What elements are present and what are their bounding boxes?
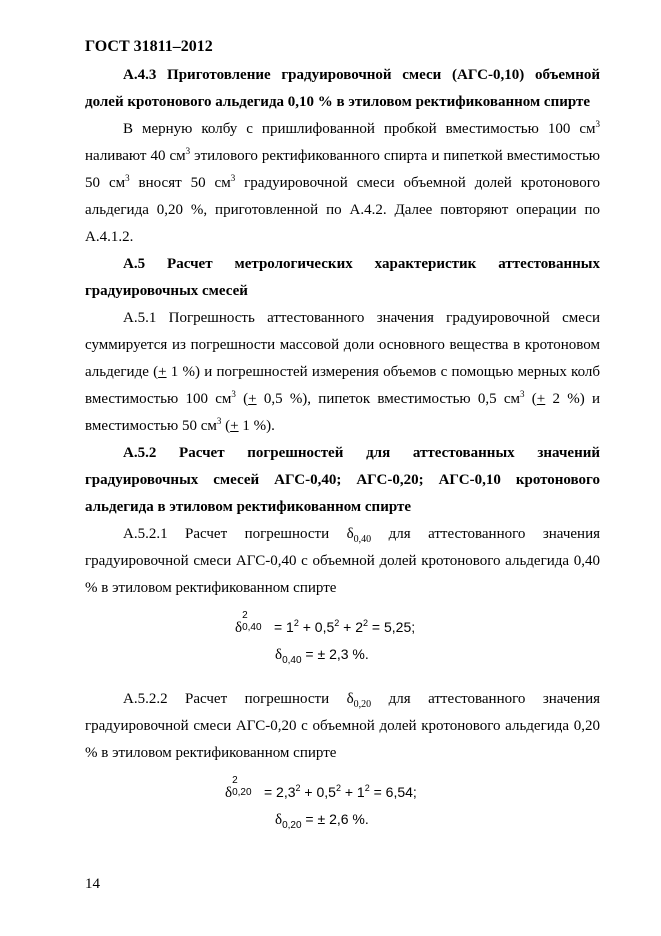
formula-a522-square: δ 2 0,20 = $2,3^2 + 0,5^2 + 1^2 = 6,54$; [225, 775, 417, 801]
page-number: 14 [85, 876, 100, 892]
page-content [85, 62, 600, 837]
section-a5-title: А.5 Расчет метрологических характеристик аттестованных градуировочных смесей [85, 256, 600, 299]
document-header: ГОСТ 31811–2012 [85, 38, 213, 55]
section-a51-text: А.5.1 Погрешность аттестованного значения градуировочной смеси суммируется из погрешности массовой доли основного вещества в кротоновом альдегиде (+ 1 %) и погрешностей измерения объемов с помощью мерных колб вместимостью 100 $см^3$ (+ 0,5 %), пипеток вместимостью 0,5 $см^3$ (+ 2 %) и вместимостью 50 $см^3$ (+ 1 %). [85, 310, 600, 434]
formula-a522-result: $\delta_{0,20}$ = ± 2,6 %. [275, 811, 369, 831]
section-a521-text: А.5.2.1 Расчет погрешности $\delta_{0,40}$ для аттестованного значения градуировочной смеси АГС-0,40 с объемной долей кротонового альдегида 0,40 % в этиловом ректификованном спирте [85, 526, 600, 596]
formula-a521-result: $\delta_{0,40}$ = ± 2,3 %. [275, 646, 369, 666]
formula-a521-square: δ 2 0,40 = $1^2 + 0,5^2 + 2^2 = 5,25$; [235, 610, 416, 636]
section-a43-text: В мерную колбу с пришлифованной пробкой вместимостью 100 $см^3$ наливают 40 $см^3$ этилового ректификованного спирта и пипеткой вместимостью 50 $см^3$ вносят 50 $см^3$ градуировочной смеси объемной долей кротонового альдегида 0,20 %, приготовленной по А.4.2. Далее повторяют операции по А.4.1.2. [85, 119, 601, 245]
section-a52-title: А.5.2 Расчет погрешностей для аттестованных значений градуировочных смесей АГС-0,40; АГС-0,20; АГС-0,10 кротонового альдегида в этиловом ректификованном спирте [85, 445, 600, 515]
section-a522-text: А.5.2.2 Расчет погрешности $\delta_{0,20}$ для аттестованного значения градуировочной смеси АГС-0,20 с объемной долей кротонового альдегида 0,20 % в этиловом ректификованном спирте [85, 691, 600, 761]
section-a43-title: А.4.3 Приготовление градуировочной смеси (АГС-0,10) объемной долей кротонового альдегида 0,10 % в этиловом ректификованном спирте [85, 67, 600, 110]
